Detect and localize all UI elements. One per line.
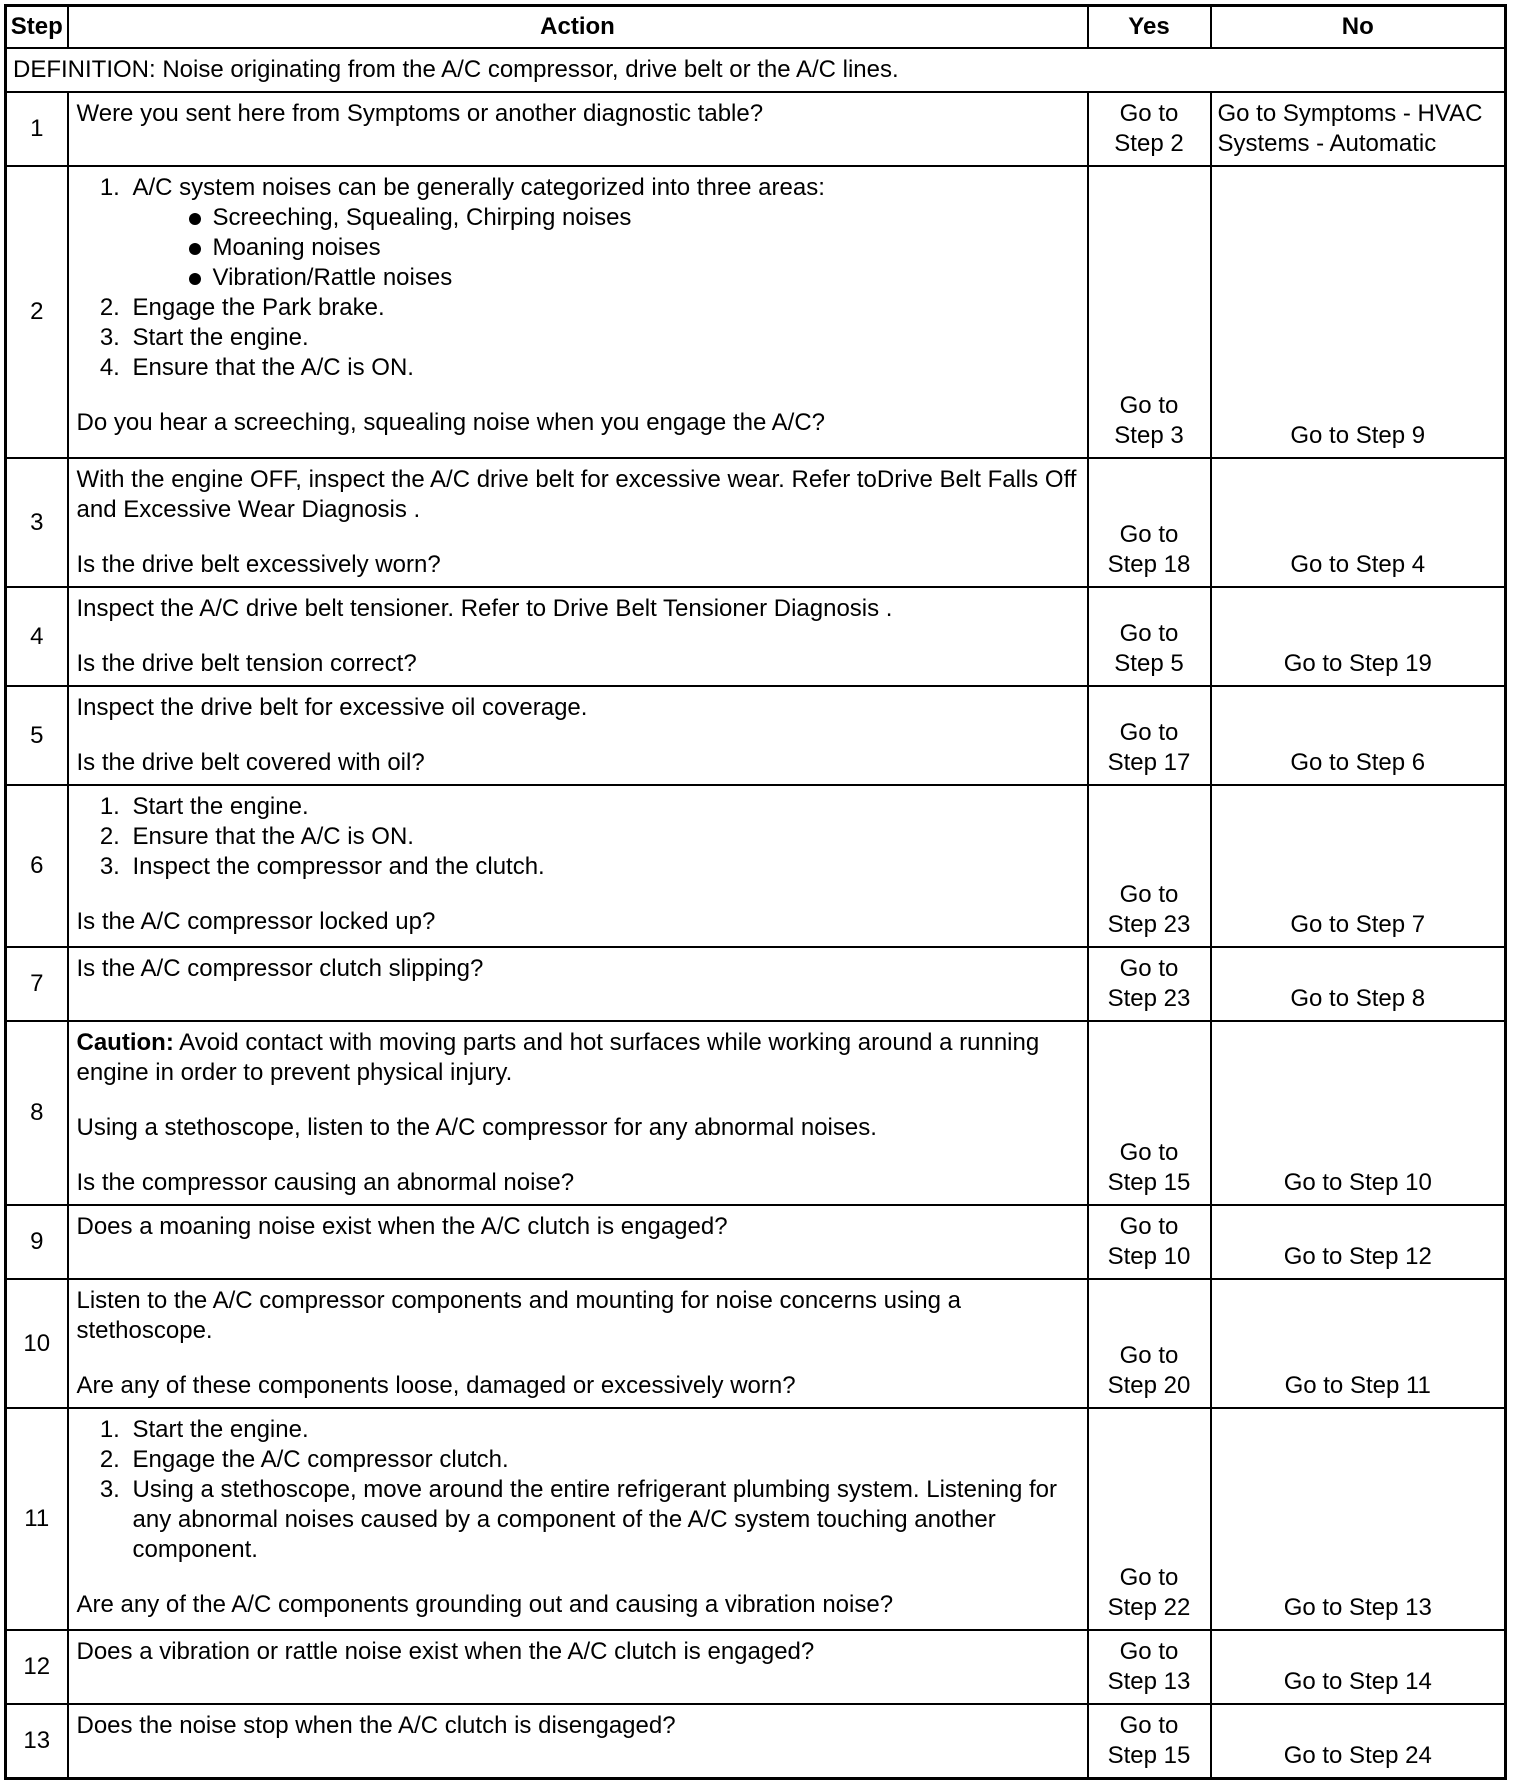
yes-cell: Go to Step 20 [1088,1279,1211,1408]
list-item: 1. Start the engine. [127,1415,1081,1445]
action-cell [68,686,1088,785]
sub-list-item: Screeching, Squealing, Chirping noises [189,203,1081,233]
no-cell: Go to Step 6 [1211,686,1506,785]
action-text: Inspect the drive belt for excessive oil coverage. [76,694,588,721]
question-text: Does the noise stop when the A/C clutch is disengaged? [76,1712,676,1739]
question-text: Is the drive belt covered with oil? [76,749,425,776]
step-number: 8 [6,1021,68,1205]
question-text: Are any of these components loose, damaged or excessively worn? [76,1372,796,1399]
yes-cell: Go to Step 2 [1088,92,1211,166]
no-cell: Go to Step 24 [1211,1704,1506,1779]
list-item: 3. Start the engine. [127,323,1081,353]
question-text: Is the drive belt excessively worn? [76,551,441,578]
step-number: 2 [6,166,68,458]
instruction-list [77,1415,1081,1565]
step-number: 5 [6,686,68,785]
step-number: 7 [6,947,68,1021]
table-row [6,1021,1506,1205]
header-step: Step [6,6,68,49]
header-no: No [1211,6,1506,49]
action-cell [68,1704,1088,1779]
list-item: 3. Inspect the compressor and the clutch. [127,852,1081,882]
action-text: With the engine OFF, inspect the A/C drive belt for excessive wear. Refer toDrive Belt Falls Off and Excessive Wear Diagnosis . [76,466,1077,523]
sub-list-item: Moaning noises [189,233,1081,263]
action-text: Listen to the A/C compressor components and mounting for noise concerns using a stethoscope. [76,1287,961,1344]
no-cell: Go to Step 14 [1211,1630,1506,1704]
table-row [6,1279,1506,1408]
sub-list [133,203,1081,293]
caution-label: Caution: [76,1029,174,1056]
header-yes: Yes [1088,6,1211,49]
no-cell: Go to Symptoms - HVAC Systems - Automatic [1211,92,1506,166]
diagnostic-table-page [4,4,1504,1780]
list-item: 3. Using a stethoscope, move around the entire refrigerant plumbing system. Listening for any abnormal noises caused by a component of the A/C system touching another component. [127,1475,1081,1565]
no-cell: Go to Step 4 [1211,458,1506,587]
question-text: Is the compressor causing an abnormal noise? [76,1169,575,1196]
yes-cell: Go to Step 5 [1088,587,1211,686]
table-row [6,686,1506,785]
no-cell: Go to Step 7 [1211,785,1506,947]
yes-cell: Go to Step 22 [1088,1408,1211,1630]
caution-text: Avoid contact with moving parts and hot surfaces while working around a running engine in order to prevent physical injury. [76,1029,1040,1086]
action-cell [68,458,1088,587]
step-number: 1 [6,92,68,166]
no-cell: Go to Step 9 [1211,166,1506,458]
question-text: Is the A/C compressor locked up? [76,908,436,935]
list-item: 1. Start the engine. [127,792,1081,822]
list-item: 2. Engage the Park brake. [127,293,1081,323]
action-cell [68,1021,1088,1205]
table-row [6,1630,1506,1704]
question-text: Does a vibration or rattle noise exist when the A/C clutch is engaged? [76,1638,815,1665]
no-cell: Go to Step 19 [1211,587,1506,686]
action-cell [68,1279,1088,1408]
question-text: Were you sent here from Symptoms or another diagnostic table? [76,100,764,127]
no-cell: Go to Step 11 [1211,1279,1506,1408]
step-number: 3 [6,458,68,587]
table-row [6,166,1506,458]
step-number: 10 [6,1279,68,1408]
step-number: 9 [6,1205,68,1279]
no-cell: Go to Step 8 [1211,947,1506,1021]
action-cell [68,785,1088,947]
list-item: 4. Ensure that the A/C is ON. [127,353,1081,383]
action-cell [68,1205,1088,1279]
question-text: Are any of the A/C components grounding out and causing a vibration noise? [76,1591,894,1618]
yes-cell: Go to Step 10 [1088,1205,1211,1279]
instruction-list [77,173,1081,383]
table-row [6,1408,1506,1630]
action-cell [68,1408,1088,1630]
list-item: 2. Ensure that the A/C is ON. [127,822,1081,852]
instruction-list [77,792,1081,882]
step-number: 4 [6,587,68,686]
table-row [6,1205,1506,1279]
question-text: Is the drive belt tension correct? [76,650,417,677]
list-item [127,173,1081,293]
diagnostic-table [4,4,1507,1780]
yes-cell: Go to Step 17 [1088,686,1211,785]
action-cell [68,92,1088,166]
question-text: Does a moaning noise exist when the A/C clutch is engaged? [76,1213,728,1240]
action-text: Using a stethoscope, listen to the A/C compressor for any abnormal noises. [76,1114,877,1141]
list-item: 2. Engage the A/C compressor clutch. [127,1445,1081,1475]
yes-cell: Go to Step 23 [1088,785,1211,947]
table-row [6,458,1506,587]
header-row [6,6,1506,49]
header-action: Action [68,6,1088,49]
definition-text: DEFINITION: Noise originating from the A/C compressor, drive belt or the A/C lines. [6,48,1506,92]
action-cell [68,166,1088,458]
yes-cell: Go to Step 15 [1088,1021,1211,1205]
table-row [6,587,1506,686]
table-row [6,1704,1506,1779]
step-number: 11 [6,1408,68,1630]
yes-cell: Go to Step 23 [1088,947,1211,1021]
action-cell [68,587,1088,686]
step-number: 12 [6,1630,68,1704]
no-cell: Go to Step 12 [1211,1205,1506,1279]
action-text: Inspect the A/C drive belt tensioner. Refer to Drive Belt Tensioner Diagnosis . [76,595,893,622]
step-number: 6 [6,785,68,947]
yes-cell: Go to Step 3 [1088,166,1211,458]
sub-list-item: Vibration/Rattle noises [189,263,1081,293]
question-text: Do you hear a screeching, squealing noise when you engage the A/C? [76,409,826,436]
table-row [6,92,1506,166]
caution-note [77,1028,1081,1088]
list-item-text: A/C system noises can be generally categorized into three areas: [132,174,825,201]
question-text: Is the A/C compressor clutch slipping? [76,955,484,982]
no-cell: Go to Step 13 [1211,1408,1506,1630]
action-cell [68,1630,1088,1704]
yes-cell: Go to Step 13 [1088,1630,1211,1704]
definition-row [6,48,1506,92]
action-cell [68,947,1088,1021]
yes-cell: Go to Step 18 [1088,458,1211,587]
table-row [6,947,1506,1021]
table-row [6,785,1506,947]
step-number: 13 [6,1704,68,1779]
no-cell: Go to Step 10 [1211,1021,1506,1205]
yes-cell: Go to Step 15 [1088,1704,1211,1779]
